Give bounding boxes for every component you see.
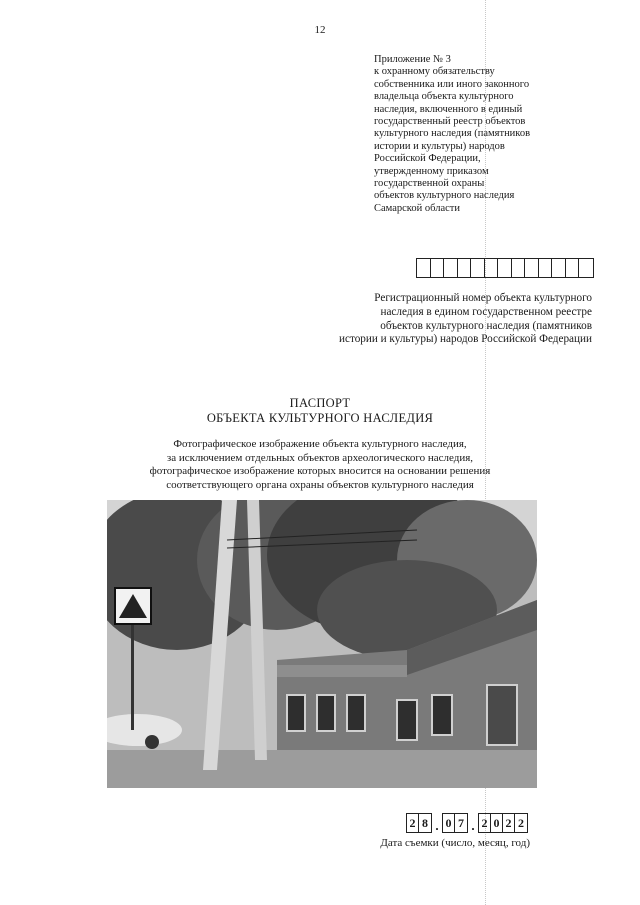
registration-cell — [579, 259, 593, 277]
passport-title — [120, 396, 520, 425]
registration-cell — [444, 259, 458, 277]
registration-caption-line: истории и культуры) народов Российской Федерации — [339, 333, 592, 346]
registration-cell — [566, 259, 580, 277]
registration-cell — [525, 259, 539, 277]
photo-note-line: Фотографическое изображение объекта культурного наследия, — [173, 438, 467, 450]
photo-note — [80, 438, 560, 493]
passport-title-line-2: ОБЪЕКТА КУЛЬТУРНОГО НАСЛЕДИЯ — [206, 410, 434, 425]
date-month-digit: 0 — [443, 814, 455, 832]
photo-note-line: фотографическое изображение которых вносится на основании решения — [149, 465, 491, 478]
registration-cell — [458, 259, 472, 277]
date-year-digit: 2 — [503, 814, 515, 832]
appendix-line: культурного наследия (памятников — [374, 128, 531, 140]
shooting-date — [406, 813, 528, 833]
registration-cell — [539, 259, 553, 277]
appendix-line: наследия, включенного в единый — [374, 103, 523, 115]
registration-caption-line: объектов культурного наследия (памятников — [380, 319, 592, 332]
appendix-line: Российской Федерации, — [374, 153, 481, 165]
appendix-line: Самарской области — [374, 202, 460, 214]
date-separator: . — [471, 818, 475, 833]
date-year-digit: 2 — [479, 814, 491, 832]
date-year — [478, 813, 528, 833]
date-separator: . — [435, 818, 439, 833]
appendix-line: объектов культурного наследия — [374, 190, 515, 202]
date-month-digit: 7 — [458, 816, 464, 830]
date-day-digit: 8 — [422, 816, 428, 830]
registration-number-boxes — [416, 258, 594, 278]
appendix-line: к охранному обязательству — [374, 66, 495, 78]
date-day — [406, 813, 432, 833]
passport-title-line-1: ПАСПОРТ — [289, 396, 351, 410]
appendix-line: собственника или иного законного — [374, 78, 530, 90]
registration-caption-line: Регистрационный номер объекта культурного — [374, 292, 592, 304]
registration-cell — [431, 259, 445, 277]
appendix-line: владельца объекта культурного — [374, 91, 514, 103]
registration-cell — [552, 259, 566, 277]
registration-cell — [485, 259, 499, 277]
registration-cell — [498, 259, 512, 277]
page-number: 12 — [314, 24, 326, 36]
date-year-digit: 0 — [491, 814, 503, 832]
appendix-line: государственный реестр объектов — [374, 116, 526, 128]
registration-caption — [262, 292, 592, 347]
appendix-line: государственной охраны — [374, 178, 485, 190]
date-month — [442, 813, 468, 833]
appendix-line: истории и культуры) народов — [374, 140, 505, 152]
date-day-digit: 2 — [407, 814, 419, 832]
date-year-digit: 2 — [518, 816, 524, 830]
photo-note-line: за исключением отдельных объектов археологического наследия, — [166, 451, 474, 464]
appendix-line: утвержденному приказом — [374, 165, 489, 177]
registration-cell — [417, 259, 431, 277]
registration-caption-line: наследия в едином государственном реестре — [380, 305, 592, 318]
appendix-line: Приложение № 3 — [374, 54, 451, 65]
heritage-object-photo — [107, 500, 537, 788]
registration-cell — [471, 259, 485, 277]
photo-illustration — [107, 500, 537, 788]
photo-note-line: соответствующего органа охраны объектов культурного наследия — [166, 479, 474, 492]
shooting-date-caption: Дата съемки (число, месяц, год) — [380, 837, 530, 849]
registration-cell — [512, 259, 526, 277]
appendix-block — [374, 54, 574, 215]
